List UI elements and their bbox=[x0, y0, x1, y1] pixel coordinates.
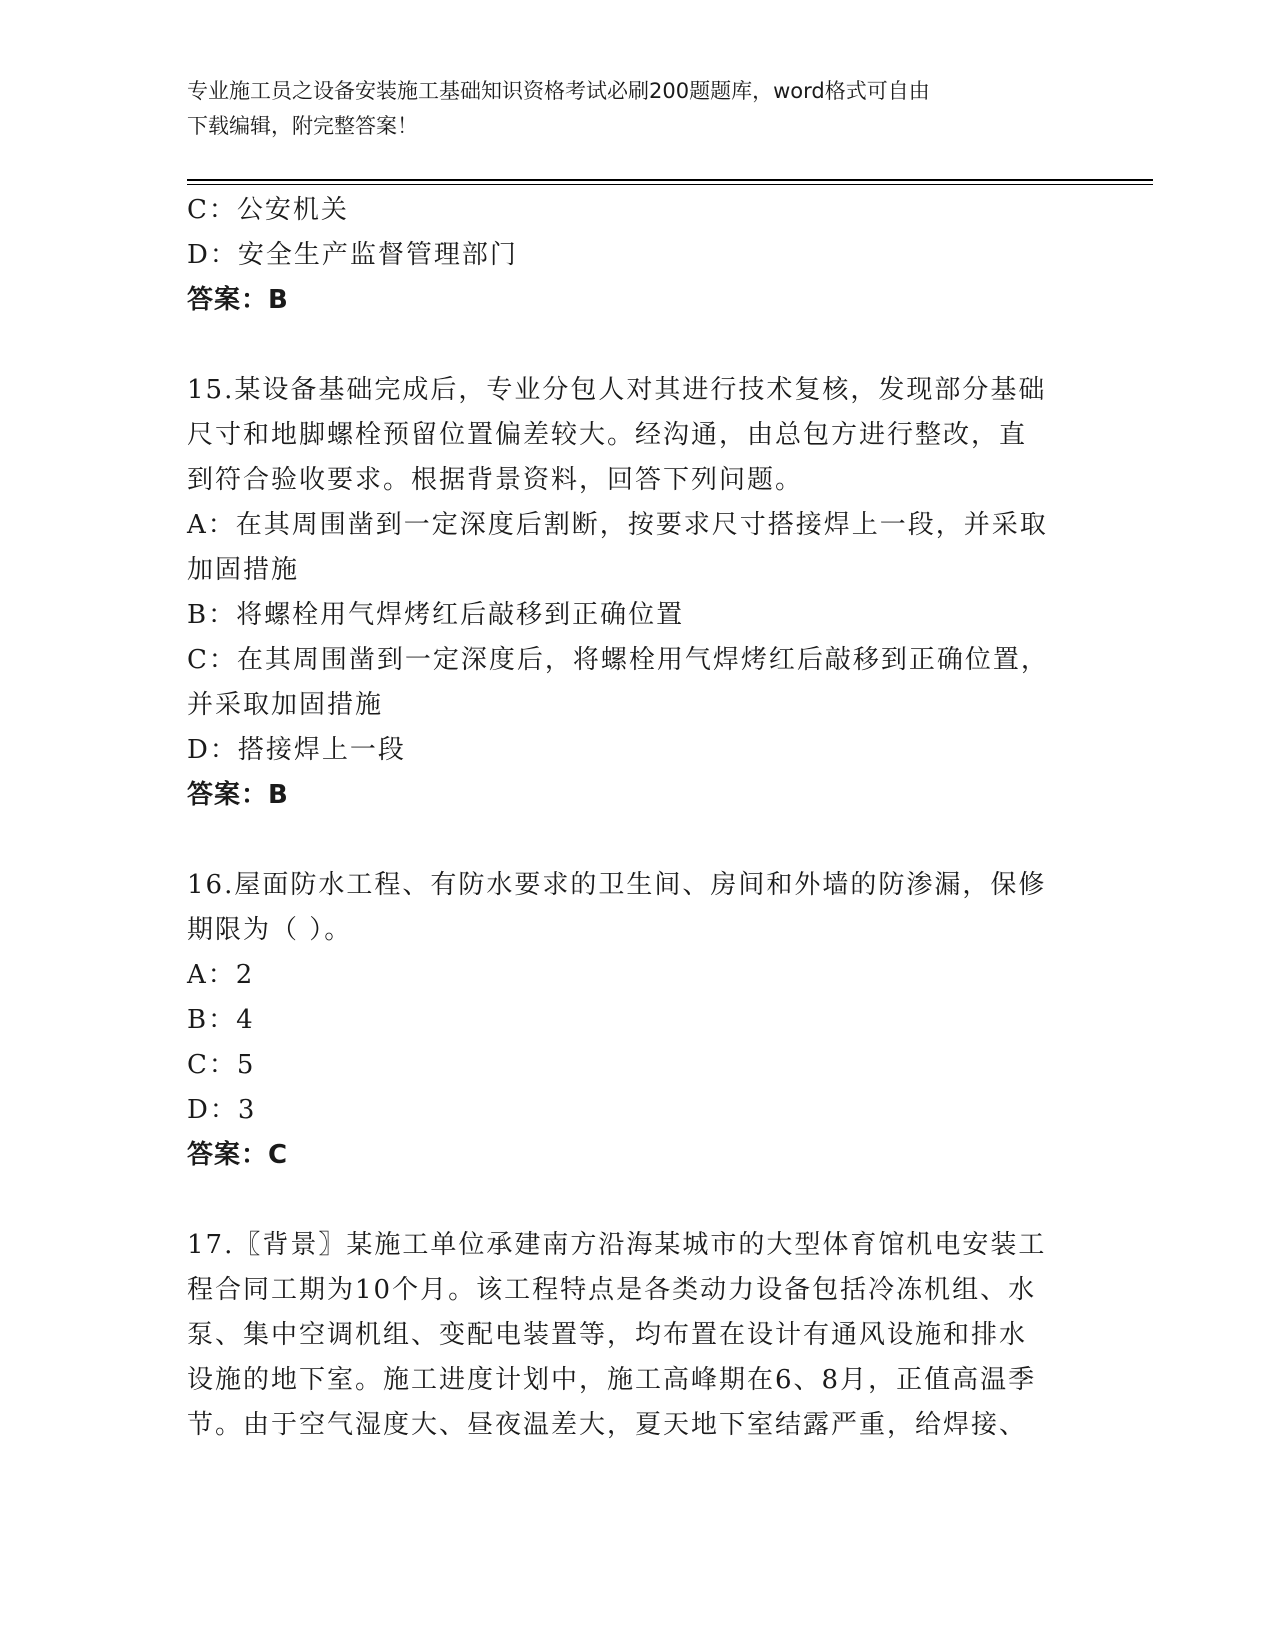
question-15 bbox=[187, 368, 1087, 818]
header-divider-thick bbox=[187, 179, 1153, 181]
option-b: B：4 bbox=[187, 1005, 255, 1035]
header-divider-thin bbox=[187, 184, 1153, 185]
option-d: D：搭接焊上一段 bbox=[187, 735, 406, 765]
question-stem-line: 尺寸和地脚螺栓预留位置偏差较大。经沟通，由总包方进行整改，直 bbox=[187, 420, 1028, 450]
question-14-tail bbox=[187, 188, 1087, 323]
question-stem-line: 节。由于空气湿度大、昼夜温差大，夏天地下室结露严重，给焊接、 bbox=[187, 1410, 1028, 1440]
option-a-continued: 加固措施 bbox=[187, 555, 300, 585]
document-header bbox=[187, 74, 1087, 144]
option-d: D：3 bbox=[187, 1095, 257, 1125]
answer-line: 答案：C bbox=[187, 1140, 289, 1170]
question-stem-line: 设施的地下室。施工进度计划中，施工高峰期在6、8月，正值高温季 bbox=[187, 1365, 1037, 1395]
option-b: B：将螺栓用气焊烤红后敲移到正确位置 bbox=[187, 600, 685, 630]
answer-line: 答案：B bbox=[187, 780, 289, 810]
option-c: C：公安机关 bbox=[187, 195, 349, 225]
option-a: A：2 bbox=[187, 960, 255, 990]
question-stem-line: 泵、集中空调机组、变配电装置等，均布置在设计有通风设施和排水 bbox=[187, 1320, 1028, 1350]
spacer bbox=[187, 1178, 1087, 1223]
header-title-line-2: 下载编辑，附完整答案！ bbox=[187, 114, 418, 138]
question-stem-line: 17.〖背景〗某施工单位承建南方沿海某城市的大型体育馆机电安装工 bbox=[187, 1230, 1047, 1260]
question-list bbox=[187, 188, 1087, 1448]
question-stem-line: 15.某设备基础完成后，专业分包人对其进行技术复核，发现部分基础 bbox=[187, 375, 1047, 405]
question-stem-line: 到符合验收要求。根据背景资料，回答下列问题。 bbox=[187, 465, 804, 495]
question-stem-line: 16.屋面防水工程、有防水要求的卫生间、房间和外墙的防渗漏，保修 bbox=[187, 870, 1047, 900]
option-a: A：在其周围凿到一定深度后割断，按要求尺寸搭接焊上一段，并采取 bbox=[187, 510, 1048, 540]
option-c: C：在其周围凿到一定深度后，将螺栓用气焊烤红后敲移到正确位置， bbox=[187, 645, 1049, 675]
question-16 bbox=[187, 863, 1087, 1178]
question-stem-line: 期限为（ ）。 bbox=[187, 915, 353, 945]
spacer bbox=[187, 818, 1087, 863]
option-d: D：安全生产监督管理部门 bbox=[187, 240, 518, 270]
spacer bbox=[187, 323, 1087, 368]
question-stem-line: 程合同工期为10个月。该工程特点是各类动力设备包括冷冻机组、水 bbox=[187, 1275, 1037, 1305]
option-c: C：5 bbox=[187, 1050, 256, 1080]
answer-line: 答案：B bbox=[187, 285, 289, 315]
header-title-line-1: 专业施工员之设备安装施工基础知识资格考试必刷200题题库，word格式可自由 bbox=[187, 79, 930, 103]
question-17 bbox=[187, 1223, 1087, 1448]
option-c-continued: 并采取加固措施 bbox=[187, 690, 384, 720]
